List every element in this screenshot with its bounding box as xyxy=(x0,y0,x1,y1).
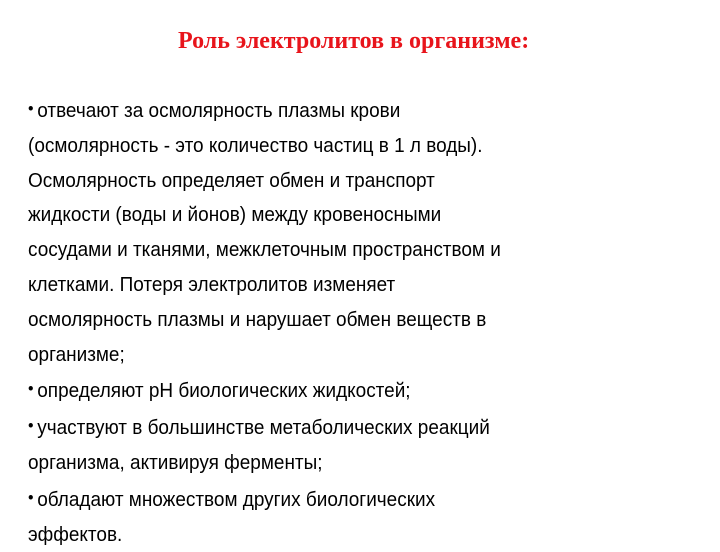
bullet-icon: • xyxy=(28,379,34,399)
text-line xyxy=(28,446,660,481)
bullet-line xyxy=(28,409,660,446)
text-line xyxy=(28,338,660,373)
line-text: отвечают за осмолярность плазмы крови xyxy=(37,100,401,122)
line-text: жидкости (воды и йонов) между кровеносными xyxy=(28,204,442,227)
line-text: организма, активируя ферменты; xyxy=(28,451,323,474)
line-text: Осмолярность определяет обмен и транспорт xyxy=(28,169,435,192)
text-line xyxy=(28,164,660,199)
bullet-icon: • xyxy=(28,487,34,507)
text-line xyxy=(28,198,660,233)
bullet-line xyxy=(28,481,660,518)
slide-title: Роль электролитов в организме: xyxy=(178,28,530,54)
bullet-line xyxy=(28,92,660,129)
line-text: клетками. Потеря электролитов изменяет xyxy=(28,273,396,296)
bullet-icon: • xyxy=(28,416,34,436)
slide-body xyxy=(28,92,660,552)
line-text: организме; xyxy=(28,343,125,366)
line-text: сосудами и тканями, межклеточным пространством и xyxy=(28,239,501,262)
text-line xyxy=(28,518,660,552)
line-text: осмолярность плазмы и нарушает обмен веществ в xyxy=(28,308,487,331)
line-text: определяют рН биологических жидкостей; xyxy=(37,380,411,403)
bullet-icon: • xyxy=(28,99,34,118)
text-line xyxy=(28,268,660,303)
line-text: обладают множеством других биологических xyxy=(37,488,436,511)
text-line xyxy=(28,303,660,338)
line-text: участвуют в большинстве метаболических реакций xyxy=(37,417,490,440)
text-line xyxy=(28,233,660,268)
line-text: (осмолярность - это количество частиц в 1 л воды). xyxy=(28,134,483,157)
text-line xyxy=(28,129,660,164)
bullet-line xyxy=(28,372,660,409)
line-text: эффектов. xyxy=(28,523,123,546)
